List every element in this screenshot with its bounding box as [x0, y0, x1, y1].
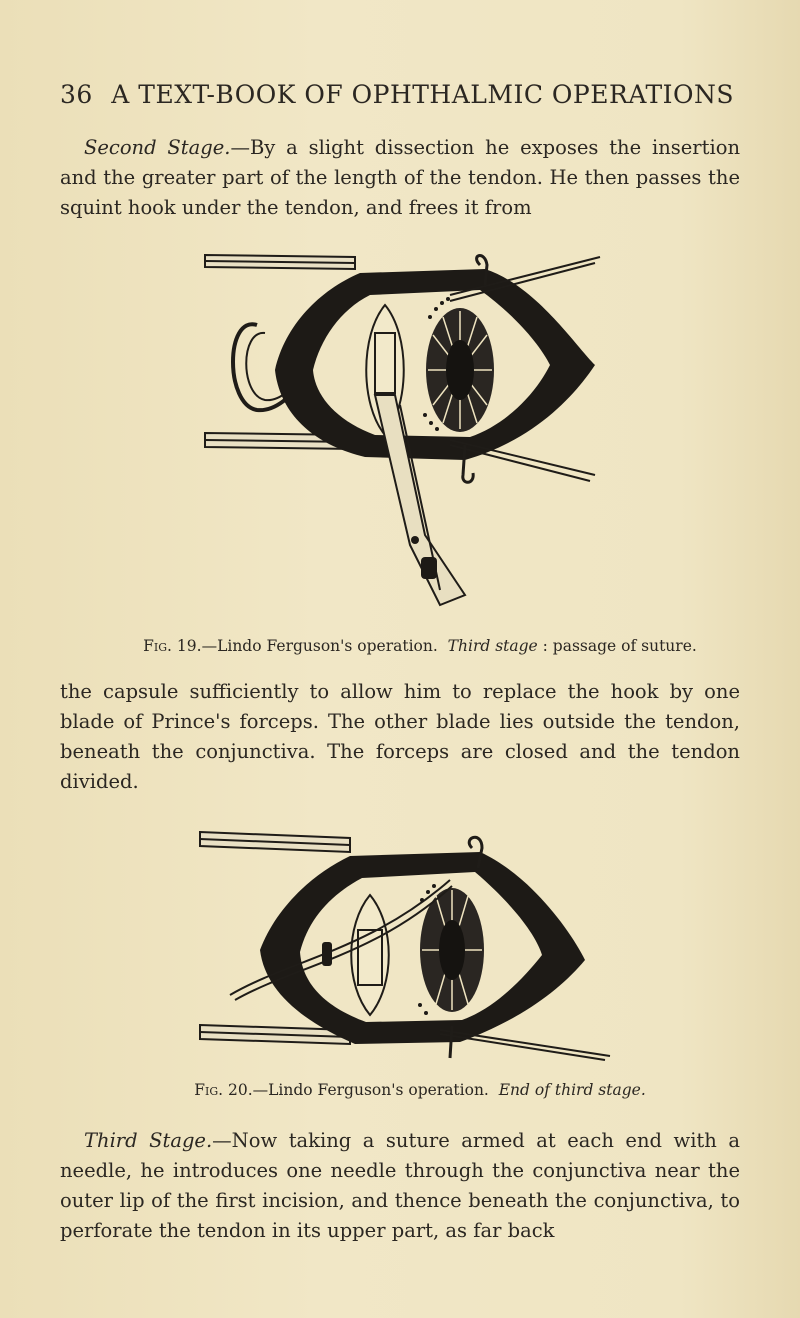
figure-20-label: Fig. 20. [194, 1081, 253, 1099]
page-number: 36 [60, 80, 93, 109]
figure-20-caption [20, 1081, 800, 1099]
paragraph-third-stage [60, 1126, 740, 1246]
figure-19-stage: Third stage [447, 637, 538, 655]
figure-20-caption-text: —Lindo Ferguson's operation. [252, 1081, 489, 1099]
running-header [60, 80, 750, 109]
paragraph-continuation [60, 677, 740, 797]
second-stage-text: —By a slight dissection he exposes the insertion and the greater part of the length of the tendon. He then passes the squint hook under the tendon, and frees it from [60, 136, 740, 219]
continuation-text: the capsule sufficiently to allow him to replace the hook by one blade of Prince's forceps. The other blade lies outside the tendon, beneath the conjunctiva. The forceps are closed and the tendon divided. [60, 680, 740, 793]
figure-19-stage-suffix: : passage of suture. [537, 637, 697, 655]
figure-19-label: Fig. 19. [143, 637, 202, 655]
figure-20-illustration [190, 820, 620, 1070]
paragraph-second-stage [60, 133, 740, 223]
second-stage-heading: Second Stage. [84, 136, 231, 159]
running-title: A TEXT-BOOK OF OPHTHALMIC OPERATIONS [111, 80, 735, 109]
third-stage-heading: Third Stage. [84, 1129, 213, 1152]
third-stage-text: —Now taking a suture armed at each end with a needle, he introduces one needle through the conjunctiva near the outer lip of the first incision, and thence beneath the conjunctiva, to perforate the tendon in its upper part, as far back [60, 1129, 740, 1242]
figure-19-illustration [195, 245, 605, 630]
figure-19-caption-text: —Lindo Ferguson's operation. [201, 637, 438, 655]
figure-20-stage: End of third stage. [498, 1081, 646, 1099]
figure-19-caption [20, 637, 800, 655]
